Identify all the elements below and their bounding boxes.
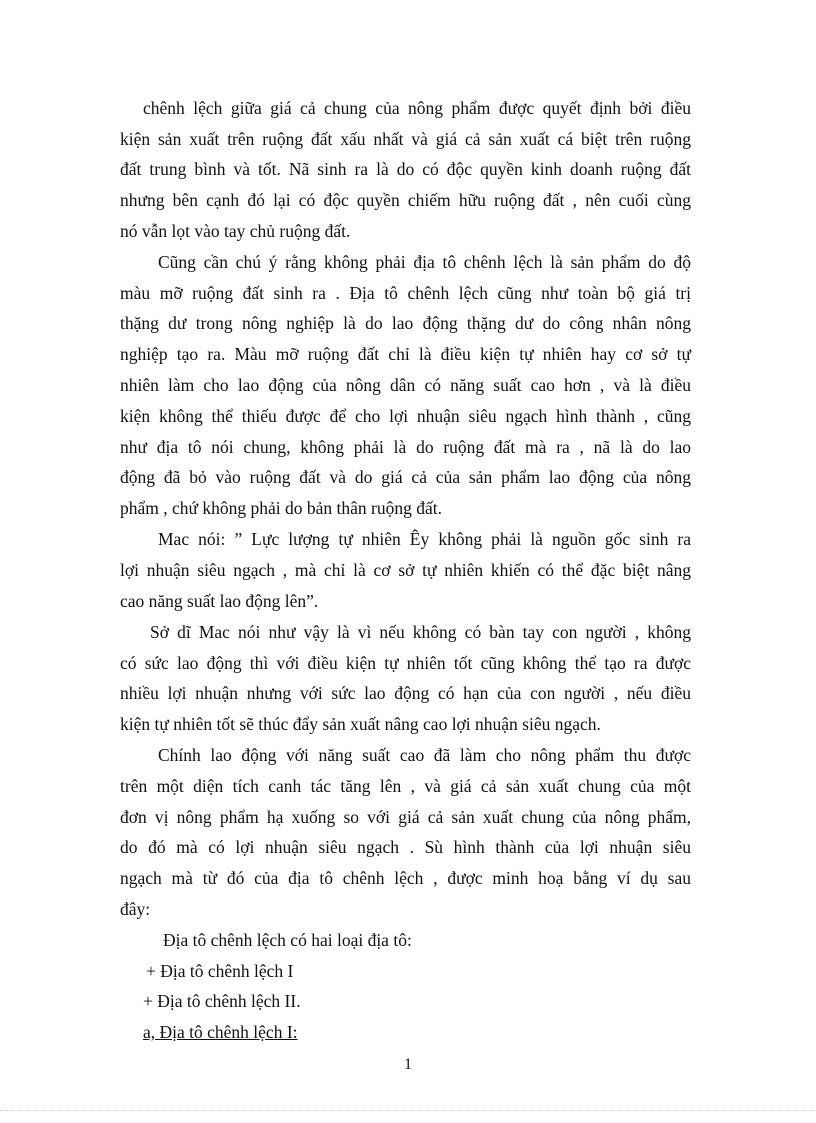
paragraph-line: Sở dĩ Mac nói như vậy là vì nếu không có bàn tay con người , không: [150, 622, 691, 642]
paragraph-line: Cũng cần chú ý rằng không phải địa tô chênh lệch là sản phẩm do độ: [158, 252, 691, 272]
list-item: + Địa tô chênh lệch II.: [143, 991, 301, 1011]
paragraph-line: ngạch mà từ đó của địa tô chênh lệch , được minh hoạ bằng ví dụ sau: [120, 868, 691, 888]
section-heading-text: a, Địa tô chênh lệch I:: [143, 1022, 298, 1042]
section-heading: [143, 1019, 543, 1045]
page-number: 1: [404, 1056, 412, 1073]
paragraph-line: nghiệp tạo ra. Màu mỡ ruộng đất chỉ là điều kiện tự nhiên hay cơ sở tự: [120, 344, 691, 364]
paragraph-line: động đã bỏ vào ruộng đất và do giá cả của sản phẩm lao động của nông: [120, 467, 691, 487]
paragraph-line: nhưng bên cạnh đó lại có độc quyền chiếm hữu ruộng đất , nên cuối cùng: [120, 190, 691, 210]
paragraph-line: cao năng suất lao động lên”.: [120, 591, 319, 611]
paragraph-line: trên một diện tích canh tác tăng lên , và giá cả sản xuất chung của một: [120, 776, 691, 796]
paragraph-line: kiện sản xuất trên ruộng đất xấu nhất và giá cả sản xuất cá biệt trên ruộng: [120, 129, 691, 149]
paragraph-line: lợi nhuận siêu ngạch , mà chỉ là cơ sở tự nhiên khiến có thể đặc biệt nâng: [120, 560, 691, 580]
paragraph-line: kiện tự nhiên tốt sẽ thúc đẩy sản xuất nâng cao lợi nhuận siêu ngạch.: [120, 714, 601, 734]
list-item: + Địa tô chênh lệch I: [146, 961, 294, 981]
paragraph-line: Mac nói: ” Lực lượng tự nhiên Êy không phải là nguồn gốc sinh ra: [158, 529, 691, 549]
paragraph-line: nhiều lợi nhuận nhưng với sức lao động có hạn của con người , nếu điều: [120, 683, 691, 703]
paragraph-line: do đó mà có lợi nhuận siêu ngạch . Sù hình thành của lợi nhuận siêu: [120, 837, 691, 857]
paragraph-line: như địa tô nói chung, không phải là do ruộng đất mà ra , nã là do lao: [120, 437, 691, 457]
paragraph-line: nó vẫn lọt vào tay chủ ruộng đất.: [120, 221, 351, 241]
paragraph-line: nhiên làm cho lao động của nông dân có năng suất cao hơn , và là điều: [120, 375, 691, 395]
paragraph-line: có sức lao động thì với điều kiện tự nhiên tốt cũng không thể tạo ra được: [120, 653, 691, 673]
paragraph-line: Chính lao động với năng suất cao đã làm cho nông phẩm thu được: [158, 745, 691, 765]
paragraph-line: đây:: [120, 899, 151, 919]
paragraph-line: chênh lệch giữa giá cả chung của nông phẩm được quyết định bởi điều: [143, 98, 691, 118]
paragraph-line: đơn vị nông phẩm hạ xuống so với giá cả sản xuất chung của nông phẩm,: [120, 807, 691, 827]
paragraph-line: màu mỡ ruộng đất sinh ra . Địa tô chênh lệch cũng như toàn bộ giá trị: [120, 283, 691, 303]
page-bottom-border: [0, 1110, 816, 1111]
list-intro: Địa tô chênh lệch có hai loại địa tô:: [163, 930, 412, 950]
paragraph-line: thặng dư trong nông nghiệp là do lao động thặng dư do công nhân nông: [120, 313, 691, 333]
paragraph-line: đất trung bình và tốt. Nã sinh ra là do có độc quyền kinh doanh ruộng đất: [120, 159, 691, 179]
paragraph-line: phẩm , chứ không phải do bản thân ruộng đất.: [120, 498, 442, 518]
paragraph-line: kiện không thể thiếu được để cho lợi nhuận siêu ngạch hình thành , cũng: [120, 406, 691, 426]
